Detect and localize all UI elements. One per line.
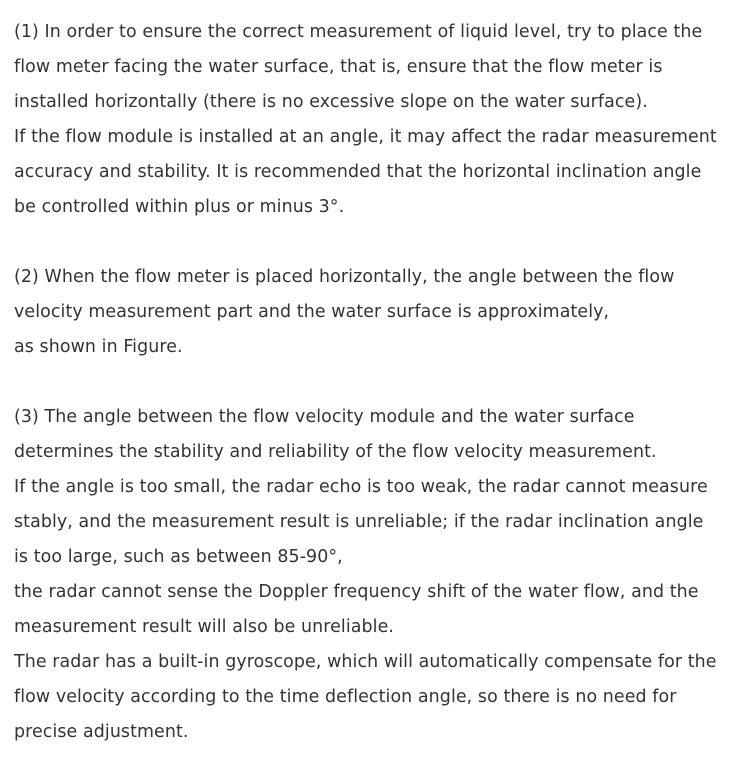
paragraph-1-installation-level xyxy=(14,15,744,225)
text-line: as shown in Figure. xyxy=(14,337,183,357)
paragraph-spacer xyxy=(14,225,744,260)
text-line: flow meter facing the water surface, that is, ensure that the flow meter is xyxy=(14,57,663,77)
text-line: velocity measurement part and the water surface is approximately, xyxy=(14,302,610,322)
text-line: determines the stability and reliability of the flow velocity measurement. xyxy=(14,442,657,462)
text-line: is too large, such as between 85-90°, xyxy=(14,547,343,567)
text-line: If the flow module is installed at an angle, it may affect the radar measurement xyxy=(14,127,717,147)
text-line: be controlled within plus or minus 3°. xyxy=(14,197,345,217)
text-line: If the angle is too small, the radar echo is too weak, the radar cannot measure xyxy=(14,477,708,497)
paragraph-spacer xyxy=(14,365,744,400)
text-line: measurement result will also be unreliable. xyxy=(14,617,395,637)
document-body xyxy=(14,15,744,750)
text-line: the radar cannot sense the Doppler frequency shift of the water flow, and the xyxy=(14,582,699,602)
text-line: The radar has a built-in gyroscope, which will automatically compensate for the xyxy=(14,652,717,672)
text-line: precise adjustment. xyxy=(14,722,189,742)
text-line: (1) In order to ensure the correct measurement of liquid level, try to place the xyxy=(14,22,703,42)
text-line: stably, and the measurement result is unreliable; if the radar inclination angle xyxy=(14,512,704,532)
text-line: flow velocity according to the time deflection angle, so there is no need for xyxy=(14,687,677,707)
text-line: (2) When the flow meter is placed horizontally, the angle between the flow xyxy=(14,267,675,287)
text-line: (3) The angle between the flow velocity module and the water surface xyxy=(14,407,635,427)
text-line: accuracy and stability. It is recommended that the horizontal inclination angle xyxy=(14,162,702,182)
text-line: installed horizontally (there is no excessive slope on the water surface). xyxy=(14,92,648,112)
paragraph-3-velocity-angle xyxy=(14,400,744,750)
paragraph-2-horizontal-angle xyxy=(14,260,744,365)
